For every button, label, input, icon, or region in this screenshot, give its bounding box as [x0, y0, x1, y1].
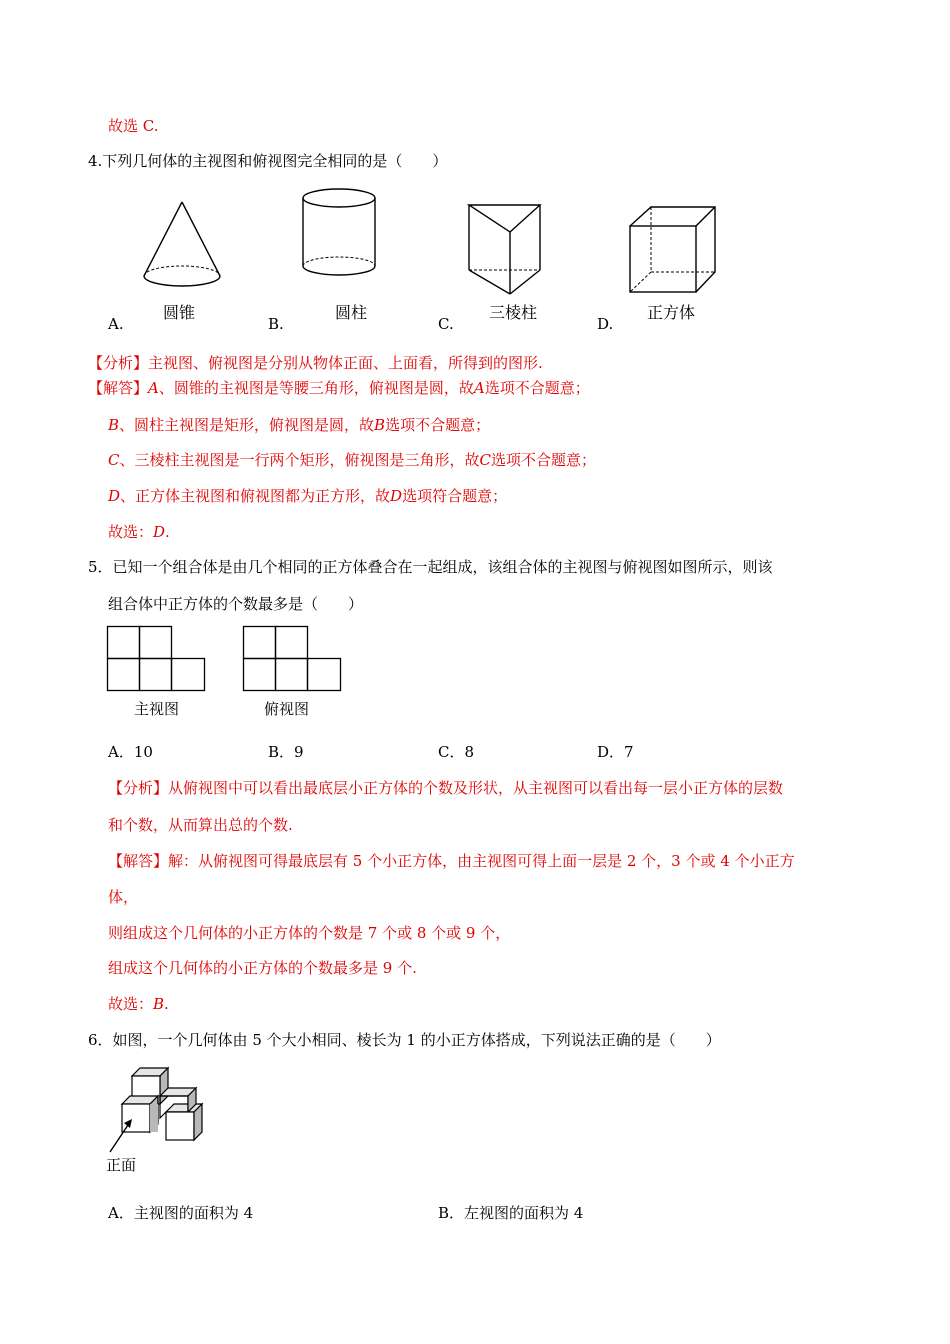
cone-icon [138, 198, 228, 294]
cylinder-icon [300, 186, 380, 286]
triangular-prism-icon [466, 202, 546, 298]
q4-solution-a: 【解答】A、圆锥的主视图是等腰三角形，俯视图是圆，故A选项不合题意； [88, 379, 590, 397]
q5-option-a: A．10 [108, 743, 153, 761]
q5-solution-line4: 组成这个几何体的小正方体的个数最多是 9 个. [108, 959, 417, 977]
q5-option-c: C．8 [438, 743, 475, 761]
q4-solution-d: D、正方体主视图和俯视图都为正方形，故D选项符合题意； [108, 487, 508, 505]
question-4-stem: 4.下列几何体的主视图和俯视图完全相同的是（ ） [88, 152, 448, 170]
q4-analysis: 【分析】主视图、俯视图是分别从物体正面、上面看，所得到的图形. [88, 354, 543, 372]
stacked-cubes-figure [106, 1058, 218, 1158]
option-b-caption: 圆柱 [335, 303, 368, 322]
q4-solution-c: C、三棱柱主视图是一行两个矩形，俯视图是三角形，故C选项不合题意； [108, 451, 596, 469]
question-6-stem: 6．如图，一个几何体由 5 个大小相同、棱长为 1 的小正方体搭成，下列说法正确的是（ ） [88, 1031, 721, 1049]
previous-answer: 故选 C. [108, 117, 159, 135]
q6-option-a: A．主视图的面积为 4 [108, 1204, 254, 1222]
q5-solution-line3: 则组成这个几何体的小正方体的个数是 7 个或 8 个或 9 个， [108, 924, 511, 942]
q6-option-b: B．左视图的面积为 4 [438, 1204, 584, 1222]
q5-final-answer: 故选：B. [108, 995, 169, 1013]
option-b-letter: B. [268, 315, 284, 333]
q5-option-d: D．7 [597, 743, 634, 761]
front-view-caption: 主视图 [134, 700, 180, 718]
top-view-grid [243, 626, 343, 692]
option-c-letter: C. [438, 315, 454, 333]
option-c-caption: 三棱柱 [489, 303, 538, 322]
option-d-caption: 正方体 [647, 303, 696, 322]
q5-solution-line1: 【解答】解：从俯视图可得最底层有 5 个小正方体，由主视图可得上面一层是 2 个，3 个或 4 个小正方 [108, 852, 795, 870]
option-d-letter: D. [597, 315, 614, 333]
q4-solution-b: B、圆柱主视图是矩形，俯视图是圆，故B选项不合题意； [108, 416, 491, 434]
question-5-stem-line1: 5．已知一个组合体是由几个相同的正方体叠合在一起组成，该组合体的主视图与俯视图如图所示，则该 [88, 558, 773, 576]
q5-analysis-line2: 和个数，从而算出总的个数. [108, 816, 293, 834]
option-a-letter: A. [108, 315, 124, 333]
question-5-stem-line2: 组合体中正方体的个数最多是（ ） [108, 595, 364, 613]
front-view-grid [107, 626, 207, 692]
q5-option-b: B．9 [268, 743, 304, 761]
option-a-caption: 圆锥 [163, 303, 196, 322]
front-direction-label: 正面 [106, 1156, 137, 1174]
top-view-caption: 俯视图 [264, 700, 310, 718]
q5-solution-line2: 体， [108, 888, 139, 906]
q4-final-answer: 故选：D. [108, 523, 170, 541]
cube-icon [627, 204, 719, 296]
q5-analysis-line1: 【分析】从俯视图中可以看出最底层小正方体的个数及形状，从主视图可以看出每一层小正方体的层数 [108, 779, 784, 797]
